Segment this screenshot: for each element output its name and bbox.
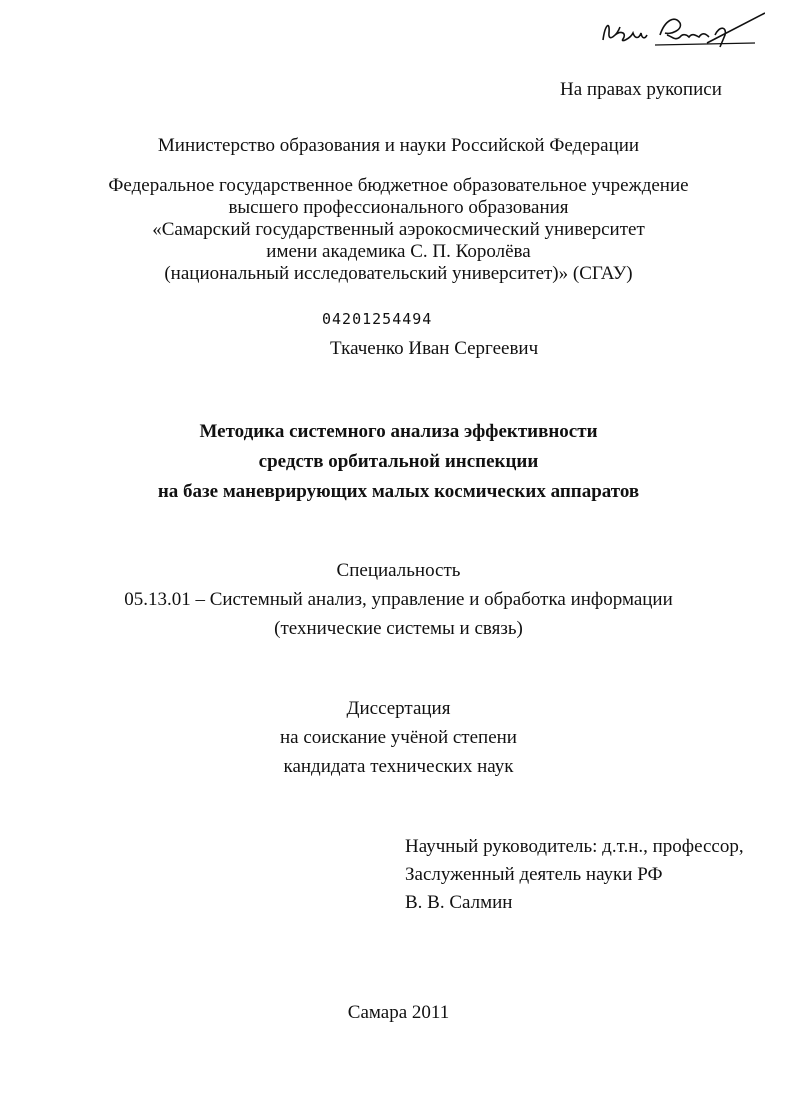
place-year: Самара 2011 <box>347 1002 450 1023</box>
specialty-line: Специальность <box>336 560 461 581</box>
specialty-line: 05.13.01 – Системный анализ, управление и обработка информации <box>124 589 673 610</box>
institution-line: (национальный исследовательский университет)» (СГАУ) <box>164 263 633 284</box>
title-line: Методика системного анализа эффективности <box>199 421 598 442</box>
title-line: на базе маневрирующих малых космических аппаратов <box>157 481 640 502</box>
institution-line: имени академика С. П. Королёва <box>266 241 531 262</box>
doc-number: 04201254494 <box>322 310 433 328</box>
supervisor-line: Научный руководитель: д.т.н., профессор, <box>405 836 744 857</box>
degree-line: на соискание учёной степени <box>280 727 517 748</box>
ministry: Министерство образования и науки Российской Федерации <box>157 135 640 156</box>
supervisor-line: Заслуженный деятель науки РФ <box>405 864 663 885</box>
institution-line: Федеральное государственное бюджетное образовательное учреждение <box>108 175 689 196</box>
title-line: средств орбитальной инспекции <box>258 451 539 472</box>
degree-line: Диссертация <box>346 698 451 719</box>
author: Ткаченко Иван Сергеевич <box>330 338 539 359</box>
supervisor-line: В. В. Салмин <box>405 892 513 913</box>
institution-line: высшего профессионального образования <box>228 197 569 218</box>
institution-line: «Самарский государственный аэрокосмический университет <box>152 219 645 240</box>
rights-note: На правах рукописи <box>560 79 722 100</box>
signature <box>595 5 765 55</box>
degree-line: кандидата технических наук <box>283 756 514 777</box>
specialty-line: (технические системы и связь) <box>274 618 523 639</box>
